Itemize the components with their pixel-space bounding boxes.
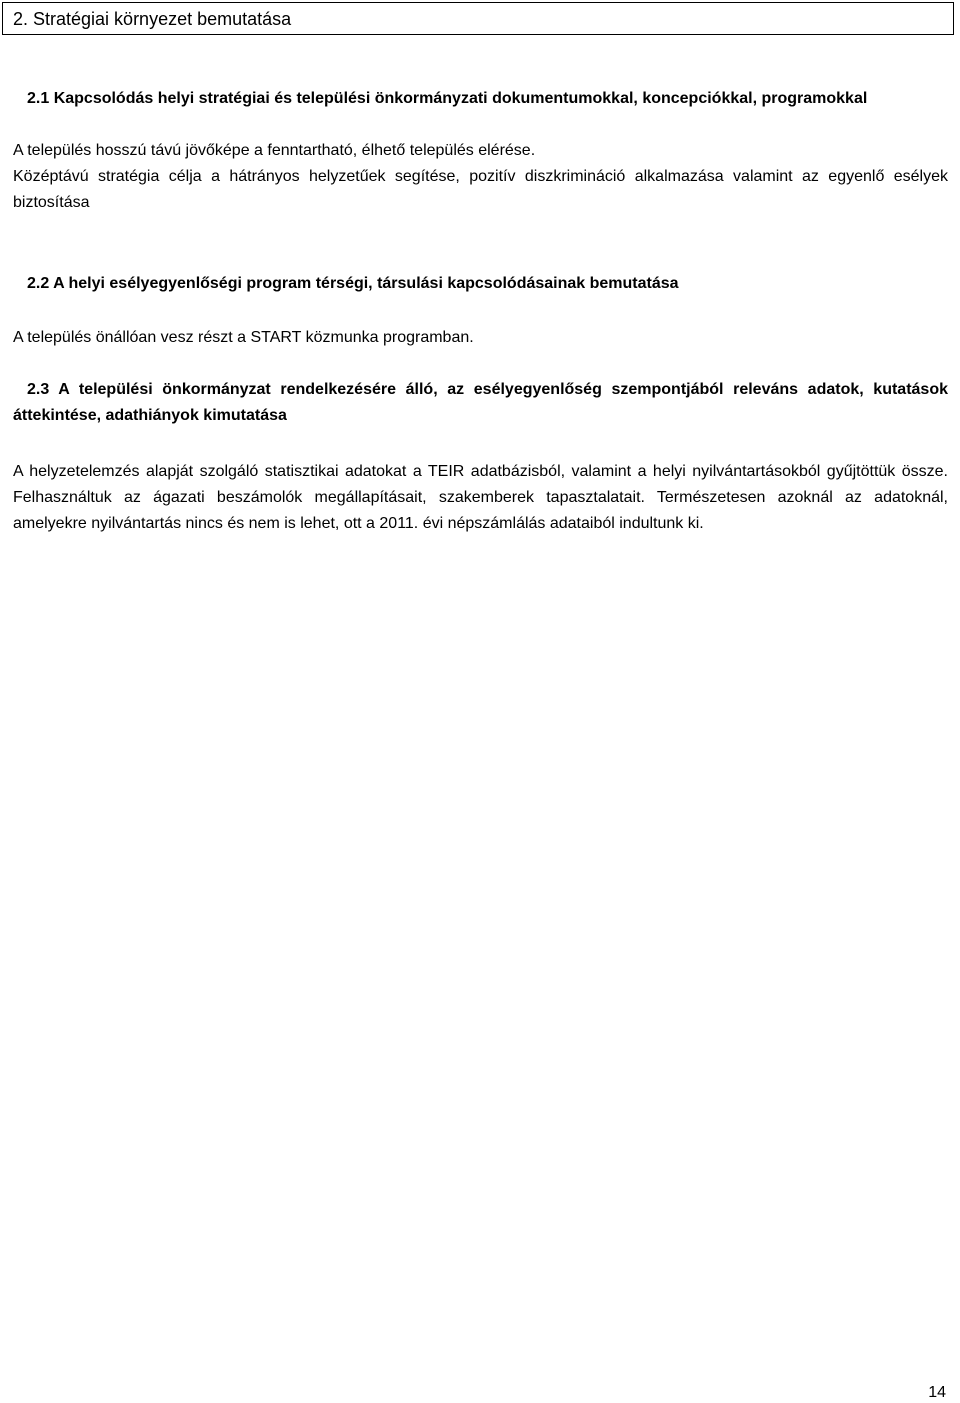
chapter-title: 2. Stratégiai környezet bemutatása xyxy=(13,9,292,29)
page-number: 14 xyxy=(928,1384,946,1401)
section-2-1-body xyxy=(13,138,948,216)
section-2-3-heading: 2.3 A települési önkormányzat rendelkezésére álló, az esélyegyenlőség szempontjából releváns adatok, kutatások áttekintése, adathiányok kimutatása xyxy=(13,381,948,424)
section-2-2-body: A település önállóan vesz részt a START közmunka programban. xyxy=(13,329,474,346)
section-2-1-vision-text: A település hosszú távú jövőképe a fenntartható, élhető település elérése. xyxy=(13,142,536,159)
section-2-3-body: A helyzetelemzés alapját szolgáló statisztikai adatokat a TEIR adatbázisból, valamint a helyi nyilvántartásokból gyűjtöttük össze. Felhasználtuk az ágazati beszámolók megállapításait, szakemberek tapasztalatait. Természetesen azoknál az adatoknál, amelyekre nyilvántartás nincs és nem is lehet, ott a 2011. évi népszámlálás adataiból indultunk ki. xyxy=(13,463,948,532)
section-2-1-strategy-text: Középtávú stratégia célja a hátrányos helyzetűek segítése, pozitív diszkrimináció alkalmazása valamint az egyenlő esélyek biztosítása xyxy=(13,168,948,211)
section-2-1-heading: 2.1 Kapcsolódás helyi stratégiai és települési önkormányzati dokumentumokkal, koncepciókkal, programokkal xyxy=(27,90,868,107)
section-2-2-heading: 2.2 A helyi esélyegyenlőségi program térségi, társulási kapcsolódásainak bemutatása xyxy=(27,275,679,292)
chapter-title-box xyxy=(2,2,954,35)
